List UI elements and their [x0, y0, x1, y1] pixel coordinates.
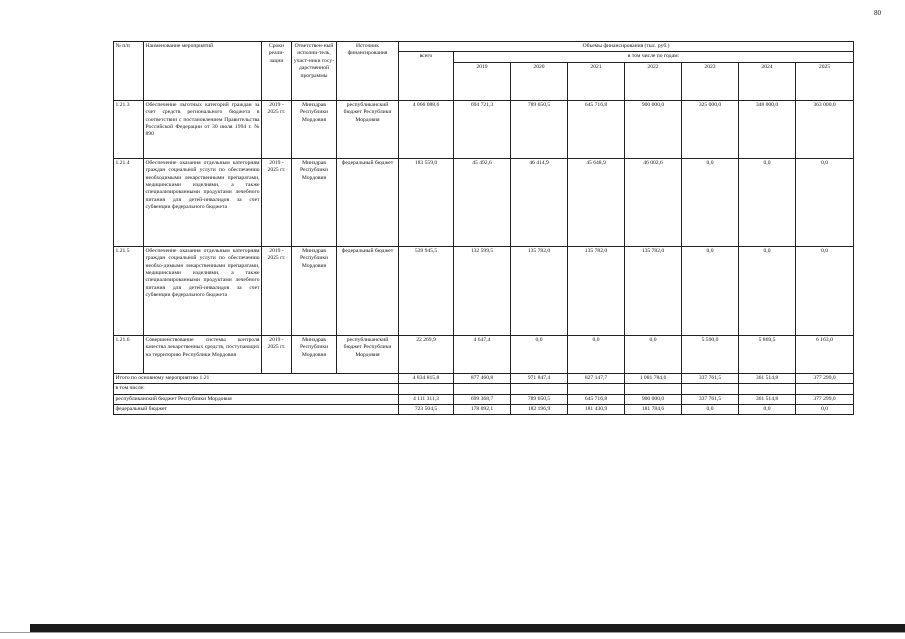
header-year: 2025 — [796, 62, 854, 100]
table-row — [114, 100, 854, 158]
row-value: 135 782,0 — [625, 246, 682, 335]
row-source: республиканский бюджет Республики Мордовия — [337, 335, 399, 373]
row-name: Обеспечение оказания отдельным категориям граждан социальной услуги по обеспечению необхо-димыми лекарственными препаратами, медицинскими изделиями, а также специализированными продуктами лечебного питания для детей-инвалидов за счет субвенции федерального бюджета — [144, 246, 262, 335]
scan-edge-bar — [30, 624, 905, 632]
summary-total: 4 834 815,8 — [399, 373, 454, 383]
row-num: 1.21.3 — [114, 100, 144, 158]
header-year: 2023 — [682, 62, 739, 100]
summary-value — [739, 384, 796, 394]
header-year: 2020 — [511, 62, 568, 100]
row-term: 2019 - 2025 гг. — [262, 158, 292, 246]
summary-row — [114, 405, 854, 415]
row-executor: Минздрав Республики Мордовия — [292, 335, 337, 373]
row-value: 363 000,0 — [796, 100, 854, 158]
header-name: Наименование мероприятий — [144, 42, 262, 101]
header-total: всего — [399, 52, 454, 100]
summary-value: 182 196,9 — [511, 405, 568, 415]
row-value: 6 163,0 — [796, 335, 854, 373]
row-value: 0,0 — [511, 335, 568, 373]
row-value: 5 590,0 — [682, 335, 739, 373]
header-term: Сроки реали-зации — [262, 42, 292, 101]
header-executor: Ответствен-ный исполни-тель, участ-ники госу-дарственной программы — [292, 42, 337, 101]
row-total: 4 066 088,6 — [399, 100, 454, 158]
summary-value: 337 761,5 — [682, 394, 739, 404]
summary-value: 337 761,5 — [682, 373, 739, 383]
financing-table — [113, 41, 854, 415]
summary-value: 0,0 — [682, 405, 739, 415]
summary-value: 877 460,8 — [454, 373, 511, 383]
row-num: 1.21.5 — [114, 246, 144, 335]
summary-value: 645 716,8 — [568, 394, 625, 404]
row-value: 325 000,0 — [682, 100, 739, 158]
summary-value — [568, 384, 625, 394]
row-value: 5 869,5 — [739, 335, 796, 373]
row-value: 0,0 — [682, 158, 739, 246]
row-value: 694 721,3 — [454, 100, 511, 158]
summary-value: 181 430,9 — [568, 405, 625, 415]
row-executor: Минздрав Республики Мордовия — [292, 100, 337, 158]
summary-total: 4 111 311,3 — [399, 394, 454, 404]
header-num: № п/п — [114, 42, 144, 101]
row-source: республиканский бюджет Республики Мордовия — [337, 100, 399, 158]
row-term: 2019 - 2025 гг. — [262, 246, 292, 335]
row-value: 4 647,4 — [454, 335, 511, 373]
row-value: 132 599,5 — [454, 246, 511, 335]
row-total: 183 559,0 — [399, 158, 454, 246]
row-value: 645 716,8 — [568, 100, 625, 158]
row-total: 539 945,5 — [399, 246, 454, 335]
summary-value — [682, 384, 739, 394]
row-name: Обеспечение оказания отдельным категориям граждан социальной услуги по обеспечению необходимыми лекарственными препаратами, медицинскими изделиями, а также специализированными продуктами лечебного питания для детей-инвалидов за счет субвенции федерального бюджета — [144, 158, 262, 246]
row-value: 0,0 — [568, 335, 625, 373]
summary-row — [114, 394, 854, 404]
page-number: 80 — [874, 9, 881, 17]
summary-total — [399, 384, 454, 394]
row-term: 2019 - 2025 гг. — [262, 100, 292, 158]
summary-total: 723 504,5 — [399, 405, 454, 415]
summary-value: 827 147,7 — [568, 373, 625, 383]
summary-value — [454, 384, 511, 394]
table-row — [114, 246, 854, 335]
summary-value: 1 081 784,6 — [625, 373, 682, 383]
summary-value: 377 299,0 — [796, 373, 854, 383]
row-num: 1.21.6 — [114, 335, 144, 373]
row-name: Обеспечение льготных категорий граждан за счет средств регионального бюджета в соответствии с постановлением Правительства Российской Федерации от 30 июля 1994 г. № 890 — [144, 100, 262, 158]
row-value: 0,0 — [739, 246, 796, 335]
row-value: 789 650,5 — [511, 100, 568, 158]
row-value: 900 000,0 — [625, 100, 682, 158]
summary-value — [796, 384, 854, 394]
summary-value: 178 092,1 — [454, 405, 511, 415]
summary-value: 900 000,0 — [625, 394, 682, 404]
row-value: 0,0 — [796, 158, 854, 246]
header-year: 2022 — [625, 62, 682, 100]
header-year: 2024 — [739, 62, 796, 100]
row-value: 46 002,6 — [625, 158, 682, 246]
summary-value: 361 514,8 — [739, 394, 796, 404]
row-total: 22 269,9 — [399, 335, 454, 373]
row-value: 135 782,0 — [568, 246, 625, 335]
row-value: 348 000,0 — [739, 100, 796, 158]
summary-label: федеральный бюджет — [114, 405, 399, 415]
row-executor: Минздрав Республики Мордовия — [292, 246, 337, 335]
summary-value: 789 650,5 — [511, 394, 568, 404]
summary-value: 377 299,0 — [796, 394, 854, 404]
summary-value: 181 784,6 — [625, 405, 682, 415]
row-value: 0,0 — [625, 335, 682, 373]
summary-row — [114, 384, 854, 394]
summary-row — [114, 373, 854, 383]
row-source: федеральный бюджет — [337, 158, 399, 246]
row-value: 0,0 — [682, 246, 739, 335]
summary-label: Итого по основному мероприятию 1.21 — [114, 373, 399, 383]
row-value: 45 648,9 — [568, 158, 625, 246]
row-value: 0,0 — [739, 158, 796, 246]
row-executor: Минздрав Республики Мордовия — [292, 158, 337, 246]
row-value: 46 414,9 — [511, 158, 568, 246]
summary-label: республиканский бюджет Республики Мордовия — [114, 394, 399, 404]
row-value: 45 492,6 — [454, 158, 511, 246]
row-value: 135 782,0 — [511, 246, 568, 335]
row-term: 2019 - 2025 гг. — [262, 335, 292, 373]
table-row — [114, 158, 854, 246]
header-by-year: в том числе по годам: — [454, 52, 854, 62]
row-num: 1.21.4 — [114, 158, 144, 246]
scan-edge-line — [0, 632, 905, 633]
summary-value — [511, 384, 568, 394]
header-year: 2019 — [454, 62, 511, 100]
header-volumes: Объемы финансирования (тыс. руб.) — [399, 42, 854, 52]
header-source: Источник финансирования — [337, 42, 399, 101]
summary-value — [625, 384, 682, 394]
summary-value: 0,0 — [796, 405, 854, 415]
summary-value: 0,0 — [739, 405, 796, 415]
row-source: федеральный бюджет — [337, 246, 399, 335]
table-row — [114, 335, 854, 373]
header-year: 2021 — [568, 62, 625, 100]
row-name: Совершенствование системы контроля качества лекарственных средств, поступающих на территорию Республики Мордовия — [144, 335, 262, 373]
summary-value: 361 514,8 — [739, 373, 796, 383]
row-value: 0,0 — [796, 246, 854, 335]
summary-value: 699 368,7 — [454, 394, 511, 404]
summary-value: 971 847,4 — [511, 373, 568, 383]
summary-label: в том числе: — [114, 384, 399, 394]
